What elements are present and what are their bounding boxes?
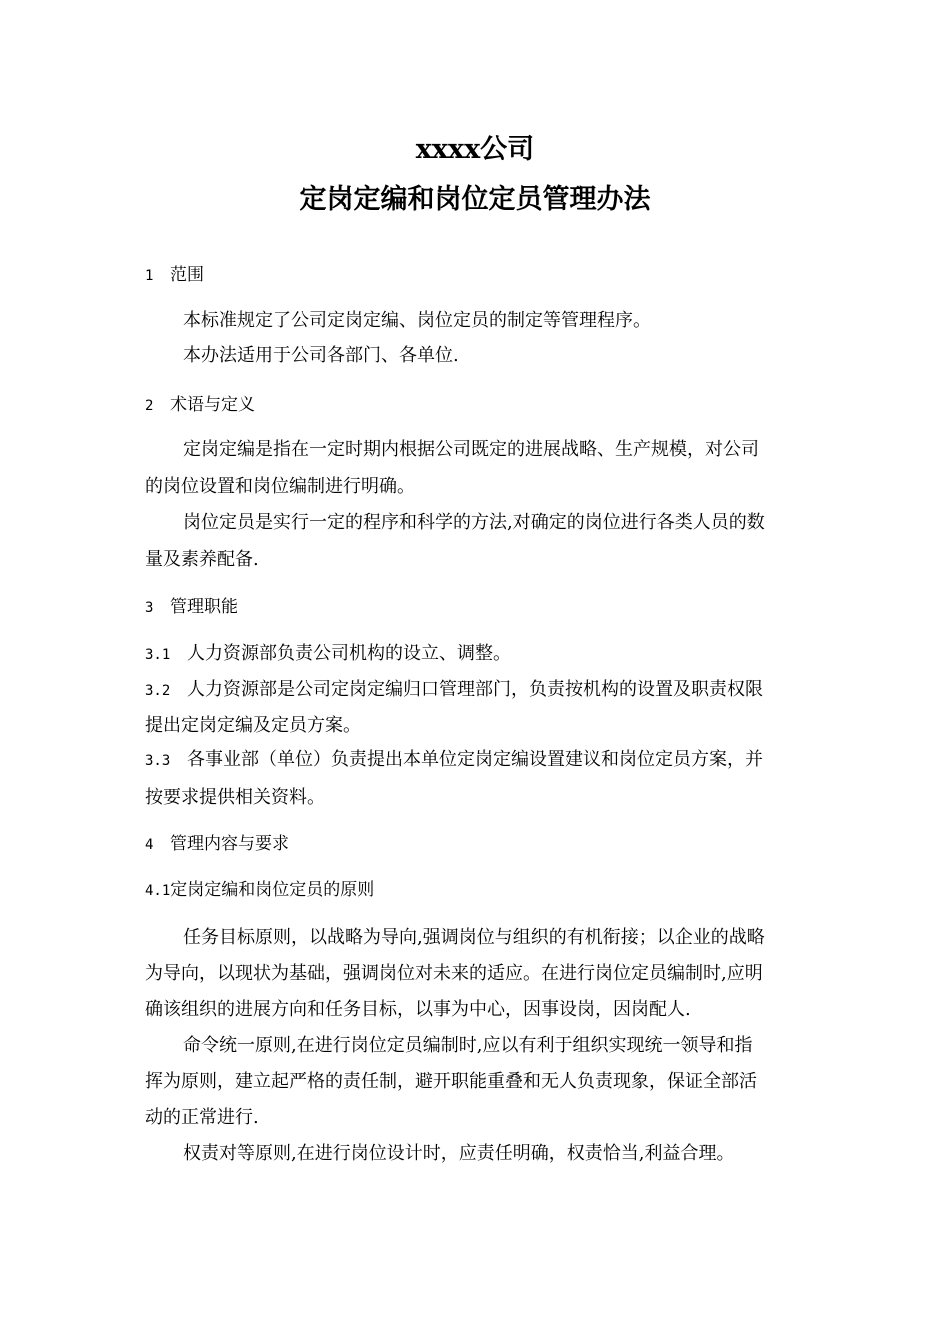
section-heading <box>145 262 204 289</box>
section-title: 术语与定义 <box>170 395 255 415</box>
list-item <box>145 677 763 704</box>
list-item <box>145 641 511 668</box>
paragraph-line: 岗位定员是实行一定的程序和科学的方法,对确定的岗位进行各类人员的数 <box>183 512 765 533</box>
paragraph-line: 挥为原则，建立起严格的责任制，避开职能重叠和无人负责现象，保证全部活 <box>145 1071 757 1092</box>
section-heading <box>145 831 289 858</box>
section-title: 管理职能 <box>170 597 238 617</box>
paragraph-line: 本标准规定了公司定岗定编、岗位定员的制定等管理程序。 <box>183 310 651 331</box>
subsection-heading <box>145 877 374 904</box>
paragraph-line: 为导向，以现状为基础，强调岗位对未来的适应。在进行岗位定员编制时,应明 <box>145 963 763 984</box>
paragraph-line: 定岗定编是指在一定时期内根据公司既定的进展战略、生产规模，对公司 <box>183 439 759 460</box>
paragraph-line: 任务目标原则，以战略为导向,强调岗位与组织的有机衔接；以企业的战略 <box>183 927 765 948</box>
subsection-title: 定岗定编和岗位定员的原则 <box>170 880 375 900</box>
list-item <box>145 747 763 774</box>
section-number: 1 <box>145 268 154 284</box>
paragraph-line: 命令统一原则,在进行岗位定员编制时,应以有利于组织实现统一领导和指 <box>183 1035 753 1056</box>
item-text: 人力资源部负责公司机构的设立、调整。 <box>187 643 511 664</box>
document-title-company: xxxx公司 <box>415 134 535 165</box>
paragraph-line: 权责对等原则,在进行岗位设计时，应责任明确，权责恰当,利益合理。 <box>183 1143 735 1164</box>
section-number: 2 <box>145 398 154 414</box>
paragraph-line: 本办法适用于公司各部门、各单位. <box>183 345 459 366</box>
section-number: 3 <box>145 600 154 616</box>
subsection-number: 4.1 <box>145 883 171 899</box>
paragraph-line: 动的正常进行. <box>145 1107 259 1128</box>
section-heading <box>145 392 255 419</box>
section-number: 4 <box>145 837 154 853</box>
item-number: 3.2 <box>145 683 171 699</box>
paragraph-line: 提出定岗定编及定员方案。 <box>145 715 361 736</box>
item-text: 各事业部（单位）负责提出本单位定岗定编设置建议和岗位定员方案，并 <box>187 749 763 770</box>
document-title: 定岗定编和岗位定员管理办法 <box>299 184 651 215</box>
section-title: 管理内容与要求 <box>170 834 289 854</box>
section-heading <box>145 594 238 621</box>
section-title: 范围 <box>170 265 204 285</box>
paragraph-line: 量及素养配备. <box>145 549 259 570</box>
item-number: 3.3 <box>145 753 171 769</box>
item-number: 3.1 <box>145 647 171 663</box>
item-text: 人力资源部是公司定岗定编归口管理部门，负责按机构的设置及职责权限 <box>187 679 763 700</box>
paragraph-line: 按要求提供相关资料。 <box>145 787 325 808</box>
paragraph-line: 确该组织的进展方向和任务目标，以事为中心，因事设岗，因岗配人. <box>145 999 691 1020</box>
paragraph-line: 的岗位设置和岗位编制进行明确。 <box>145 476 415 497</box>
